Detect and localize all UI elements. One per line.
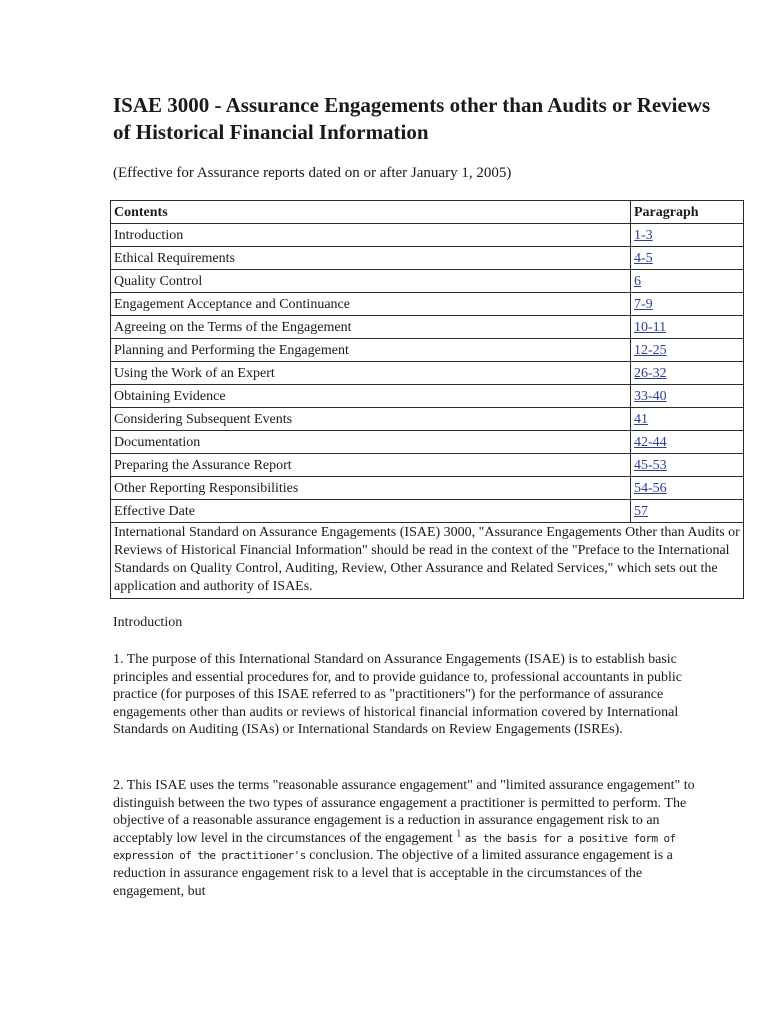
paragraph-link[interactable]: 7-9 [634,296,653,312]
paragraph-cell [631,247,744,270]
paragraph-cell [631,500,744,523]
paragraph-link[interactable]: 42-44 [634,434,667,450]
section-label: Engagement Acceptance and Continuance [111,293,631,316]
section-label: Documentation [111,431,631,454]
effective-date-note: (Effective for Assurance reports dated on or after January 1, 2005) [113,165,512,181]
paragraph-cell [631,224,744,247]
paragraph-1: 1. The purpose of this International Standard on Assurance Engagements (ISAE) is to establish basic principles and essential procedures for, and to provide guidance to, professional accountants in public practice (for purposes of this ISAE referred to as "practitioners") for the performance of assurance engagements other than audits or reviews of historical financial information covered by International Standards on Auditing (ISAs) or International Standards on Review Engagements (ISREs). [113,652,682,738]
paragraph-link[interactable]: 1-3 [634,227,653,243]
paragraph-link[interactable]: 33-40 [634,388,667,404]
table-row [111,362,744,385]
preface-note: International Standard on Assurance Engagements (ISAE) 3000, "Assurance Engagements Other than Audits or Reviews of Historical Financial Information" should be read in the context of the "Preface to the International Standards on Quality Control, Auditing, Review, Other Assurance and Related Services," which sets out the application and authority of ISAEs. [111,523,744,599]
paragraph-cell [631,477,744,500]
paragraph-link[interactable]: 6 [634,273,641,289]
paragraph-cell [631,454,744,477]
paragraph-link[interactable]: 4-5 [634,250,653,266]
section-label: Agreeing on the Terms of the Engagement [111,316,631,339]
table-row [111,247,744,270]
table-row [111,339,744,362]
section-label: Effective Date [111,500,631,523]
table-row [111,500,744,523]
paragraph-link[interactable]: 10-11 [634,319,667,335]
section-label: Other Reporting Responsibilities [111,477,631,500]
contents-table [110,200,744,599]
paragraph-link[interactable]: 57 [634,503,648,519]
contents-header: Contents [111,201,631,224]
paragraph-cell [631,316,744,339]
paragraph-2-continuation: conclusion. The objective of a limited assurance engagement is a reduction in assurance engagement risk to a level that is acceptable in the circumstances of the engagement, but [113,848,673,899]
paragraph-link[interactable]: 26-32 [634,365,667,381]
paragraph-cell [631,339,744,362]
table-row [111,270,744,293]
section-label: Planning and Performing the Engagement [111,339,631,362]
paragraph-cell [631,362,744,385]
paragraph-2 [113,777,713,900]
paragraph-cell [631,270,744,293]
section-label: Preparing the Assurance Report [111,454,631,477]
paragraph-link[interactable]: 54-56 [634,480,667,496]
section-label: Using the Work of an Expert [111,362,631,385]
document-title: ISAE 3000 - Assurance Engagements other than Audits or Reviews of Historical Financial Information [113,93,711,144]
paragraph-cell [631,293,744,316]
section-label: Considering Subsequent Events [111,408,631,431]
contents-table-header [111,201,744,224]
section-label: Quality Control [111,270,631,293]
preface-row [111,523,744,599]
paragraph-cell [631,408,744,431]
footnote-ref[interactable]: 1 [456,828,462,840]
paragraph-2-mono-text: as the basis for a positive form of expression of the practitioner's [113,831,676,863]
section-label: Introduction [111,224,631,247]
section-label: Obtaining Evidence [111,385,631,408]
paragraph-cell [631,431,744,454]
paragraph-header: Paragraph [631,201,744,224]
paragraph-2-text: 2. This ISAE uses the terms "reasonable assurance engagement" and "limited assurance engagement" to distinguish between the two types of assurance engagement a practitioner is permitted to perform. The objective of a reasonable assurance engagement is a reduction in assurance engagement risk to an acceptably low level in the circumstances of the engagement [113,778,695,846]
table-row [111,454,744,477]
table-row [111,408,744,431]
paragraph-link[interactable]: 45-53 [634,457,667,473]
paragraph-cell [631,385,744,408]
table-row [111,385,744,408]
table-row [111,293,744,316]
paragraph-link[interactable]: 41 [634,411,648,427]
introduction-heading: Introduction [113,615,183,630]
table-row [111,431,744,454]
table-row [111,316,744,339]
paragraph-link[interactable]: 12-25 [634,342,667,358]
section-label: Ethical Requirements [111,247,631,270]
table-row [111,477,744,500]
table-row [111,224,744,247]
